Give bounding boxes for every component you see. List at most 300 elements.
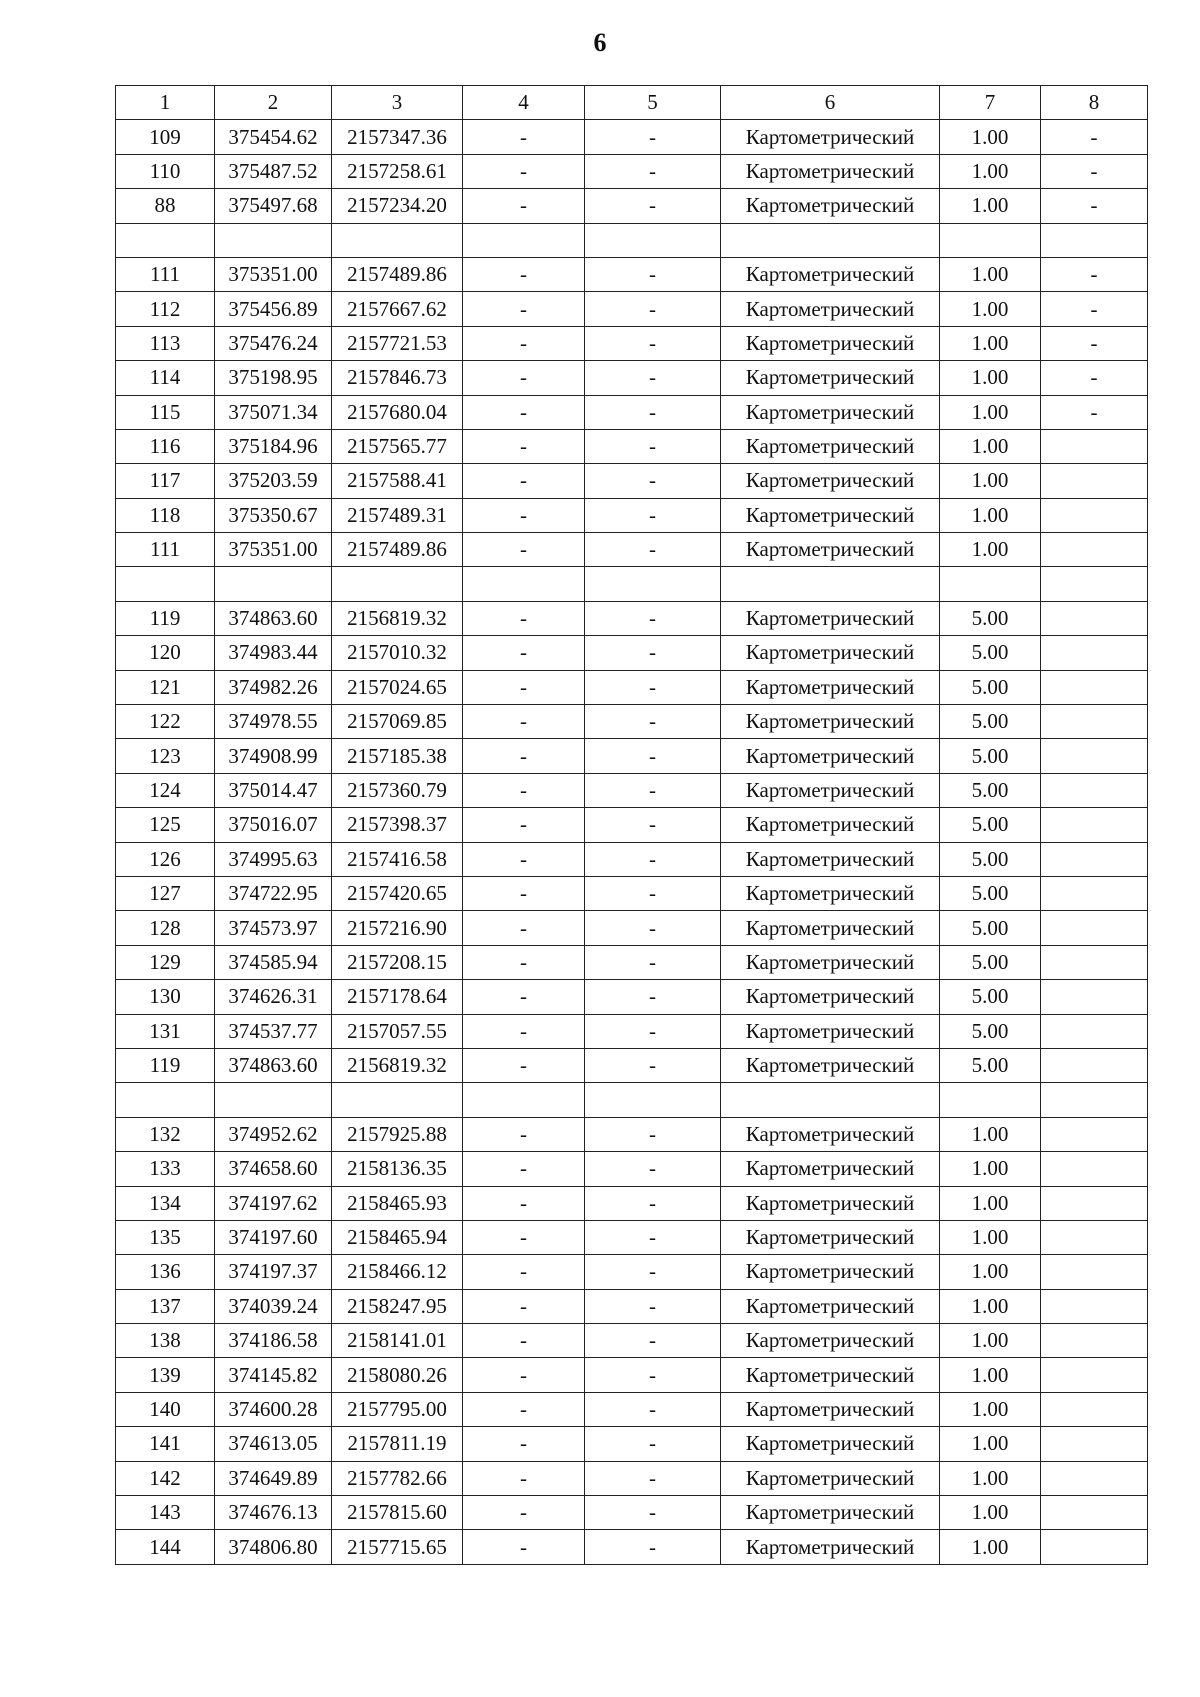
point-number-cell: 131 [116, 1014, 215, 1048]
table-row [116, 1392, 1148, 1426]
y-coordinate-cell: 2158466.12 [332, 1255, 463, 1289]
accuracy-cell: 5.00 [940, 601, 1041, 635]
method-cell: Картометрический [721, 498, 940, 532]
accuracy-cell: 5.00 [940, 1014, 1041, 1048]
col8-cell [1041, 1324, 1148, 1358]
col5-cell: - [585, 1117, 721, 1151]
col4-cell: - [463, 257, 585, 291]
table-row [116, 876, 1148, 910]
table-row [116, 980, 1148, 1014]
table-row [116, 361, 1148, 395]
col4-cell: - [463, 154, 585, 188]
col4-cell: - [463, 1461, 585, 1495]
col5-cell: - [585, 945, 721, 979]
col4-cell: - [463, 361, 585, 395]
col5-cell: - [585, 1152, 721, 1186]
y-coordinate-cell: 2158465.94 [332, 1220, 463, 1254]
column-header: 6 [721, 86, 940, 120]
table-row [116, 189, 1148, 223]
method-cell: Картометрический [721, 773, 940, 807]
x-coordinate-cell: 374613.05 [215, 1427, 332, 1461]
x-coordinate-cell: 375016.07 [215, 808, 332, 842]
method-cell: Картометрический [721, 1530, 940, 1564]
col8-cell: - [1041, 120, 1148, 154]
x-coordinate-cell: 374995.63 [215, 842, 332, 876]
method-cell [721, 567, 940, 601]
col8-cell [1041, 808, 1148, 842]
accuracy-cell: 1.00 [940, 1289, 1041, 1323]
method-cell: Картометрический [721, 361, 940, 395]
col8-cell [1041, 1255, 1148, 1289]
col8-cell [1041, 533, 1148, 567]
accuracy-cell: 1.00 [940, 120, 1041, 154]
col5-cell: - [585, 464, 721, 498]
col8-cell [1041, 1427, 1148, 1461]
col8-cell [1041, 1496, 1148, 1530]
accuracy-cell: 5.00 [940, 808, 1041, 842]
point-number-cell: 114 [116, 361, 215, 395]
col5-cell: - [585, 395, 721, 429]
point-number-cell: 142 [116, 1461, 215, 1495]
col8-cell [1041, 636, 1148, 670]
col4-cell: - [463, 705, 585, 739]
col5-cell: - [585, 842, 721, 876]
column-header: 5 [585, 86, 721, 120]
table-row [116, 1117, 1148, 1151]
accuracy-cell: 1.00 [940, 464, 1041, 498]
point-number-cell: 140 [116, 1392, 215, 1426]
col4-cell: - [463, 292, 585, 326]
col5-cell: - [585, 705, 721, 739]
col5-cell: - [585, 1289, 721, 1323]
col4-cell: - [463, 1152, 585, 1186]
x-coordinate-cell: 375014.47 [215, 773, 332, 807]
table-row [116, 498, 1148, 532]
point-number-cell: 88 [116, 189, 215, 223]
col5-cell: - [585, 120, 721, 154]
col5-cell: - [585, 429, 721, 463]
table-row [116, 773, 1148, 807]
col5-cell: - [585, 876, 721, 910]
col4-cell: - [463, 1117, 585, 1151]
y-coordinate-cell: 2156819.32 [332, 601, 463, 635]
method-cell: Картометрический [721, 395, 940, 429]
table-row [116, 739, 1148, 773]
accuracy-cell: 5.00 [940, 842, 1041, 876]
y-coordinate-cell: 2157360.79 [332, 773, 463, 807]
col8-cell: - [1041, 361, 1148, 395]
point-number-cell: 123 [116, 739, 215, 773]
accuracy-cell: 5.00 [940, 705, 1041, 739]
point-number-cell: 116 [116, 429, 215, 463]
table-row [116, 120, 1148, 154]
col8-cell [1041, 739, 1148, 773]
x-coordinate-cell: 374676.13 [215, 1496, 332, 1530]
y-coordinate-cell: 2157489.86 [332, 257, 463, 291]
accuracy-cell: 1.00 [940, 1461, 1041, 1495]
col4-cell: - [463, 498, 585, 532]
accuracy-cell: 1.00 [940, 429, 1041, 463]
table-row [116, 257, 1148, 291]
y-coordinate-cell: 2157347.36 [332, 120, 463, 154]
col4-cell: - [463, 1392, 585, 1426]
method-cell: Картометрический [721, 670, 940, 704]
table-header-row [116, 86, 1148, 120]
col8-cell [1041, 980, 1148, 1014]
col5-cell: - [585, 292, 721, 326]
col8-cell [1041, 773, 1148, 807]
col4-cell: - [463, 1220, 585, 1254]
y-coordinate-cell: 2157208.15 [332, 945, 463, 979]
col8-cell [1041, 842, 1148, 876]
col5-cell: - [585, 257, 721, 291]
y-coordinate-cell: 2157057.55 [332, 1014, 463, 1048]
method-cell: Картометрический [721, 1117, 940, 1151]
column-header: 8 [1041, 86, 1148, 120]
col5-cell: - [585, 1496, 721, 1530]
col8-cell: - [1041, 257, 1148, 291]
point-number-cell: 115 [116, 395, 215, 429]
x-coordinate-cell: 375351.00 [215, 257, 332, 291]
col4-cell: - [463, 120, 585, 154]
column-header: 3 [332, 86, 463, 120]
point-number-cell: 109 [116, 120, 215, 154]
x-coordinate-cell: 374197.37 [215, 1255, 332, 1289]
table-row [116, 326, 1148, 360]
y-coordinate-cell: 2158141.01 [332, 1324, 463, 1358]
col8-cell [1041, 1083, 1148, 1117]
x-coordinate-cell: 375454.62 [215, 120, 332, 154]
accuracy-cell: 1.00 [940, 326, 1041, 360]
y-coordinate-cell: 2157178.64 [332, 980, 463, 1014]
x-coordinate-cell: 374186.58 [215, 1324, 332, 1358]
x-coordinate-cell: 374197.62 [215, 1186, 332, 1220]
x-coordinate-cell: 374039.24 [215, 1289, 332, 1323]
method-cell: Картометрический [721, 842, 940, 876]
point-number-cell: 117 [116, 464, 215, 498]
page-number: 6 [593, 28, 607, 57]
method-cell: Картометрический [721, 945, 940, 979]
col5-cell: - [585, 1048, 721, 1082]
col5-cell: - [585, 808, 721, 842]
column-header: 4 [463, 86, 585, 120]
col4-cell: - [463, 911, 585, 945]
col5-cell: - [585, 911, 721, 945]
point-number-cell: 111 [116, 257, 215, 291]
col8-cell: - [1041, 189, 1148, 223]
method-cell: Картометрический [721, 1324, 940, 1358]
table-row [116, 1358, 1148, 1392]
y-coordinate-cell: 2157846.73 [332, 361, 463, 395]
y-coordinate-cell: 2157234.20 [332, 189, 463, 223]
col5-cell [585, 567, 721, 601]
point-number-cell: 137 [116, 1289, 215, 1323]
method-cell: Картометрический [721, 1152, 940, 1186]
x-coordinate-cell: 374658.60 [215, 1152, 332, 1186]
table-row [116, 1220, 1148, 1254]
y-coordinate-cell: 2156819.32 [332, 1048, 463, 1082]
col4-cell: - [463, 1048, 585, 1082]
x-coordinate-cell: 374649.89 [215, 1461, 332, 1495]
table-row [116, 670, 1148, 704]
accuracy-cell: 5.00 [940, 670, 1041, 704]
method-cell: Картометрический [721, 980, 940, 1014]
table-row [116, 1014, 1148, 1048]
col8-cell [1041, 601, 1148, 635]
point-number-cell: 119 [116, 1048, 215, 1082]
table-row [116, 601, 1148, 635]
method-cell: Картометрический [721, 533, 940, 567]
method-cell: Картометрический [721, 189, 940, 223]
point-number-cell: 128 [116, 911, 215, 945]
x-coordinate-cell: 375350.67 [215, 498, 332, 532]
accuracy-cell: 5.00 [940, 876, 1041, 910]
x-coordinate-cell: 374722.95 [215, 876, 332, 910]
table-row [116, 292, 1148, 326]
table-row [116, 1152, 1148, 1186]
x-coordinate-cell: 374537.77 [215, 1014, 332, 1048]
table-row [116, 223, 1148, 257]
method-cell: Картометрический [721, 1358, 940, 1392]
col4-cell: - [463, 808, 585, 842]
accuracy-cell: 1.00 [940, 361, 1041, 395]
x-coordinate-cell: 374952.62 [215, 1117, 332, 1151]
table-row [116, 808, 1148, 842]
y-coordinate-cell: 2157216.90 [332, 911, 463, 945]
col5-cell: - [585, 1392, 721, 1426]
y-coordinate-cell: 2157925.88 [332, 1117, 463, 1151]
y-coordinate-cell: 2157815.60 [332, 1496, 463, 1530]
accuracy-cell [940, 1083, 1041, 1117]
accuracy-cell: 5.00 [940, 911, 1041, 945]
table-body [116, 120, 1148, 1564]
col5-cell: - [585, 154, 721, 188]
accuracy-cell: 1.00 [940, 1358, 1041, 1392]
method-cell: Картометрический [721, 429, 940, 463]
accuracy-cell: 5.00 [940, 739, 1041, 773]
point-number-cell: 139 [116, 1358, 215, 1392]
x-coordinate-cell [215, 1083, 332, 1117]
col8-cell [1041, 498, 1148, 532]
col4-cell: - [463, 1358, 585, 1392]
accuracy-cell [940, 223, 1041, 257]
point-number-cell: 120 [116, 636, 215, 670]
col8-cell [1041, 1117, 1148, 1151]
col5-cell: - [585, 1255, 721, 1289]
method-cell: Картометрический [721, 636, 940, 670]
method-cell: Картометрический [721, 739, 940, 773]
col5-cell [585, 1083, 721, 1117]
method-cell [721, 223, 940, 257]
x-coordinate-cell: 374145.82 [215, 1358, 332, 1392]
point-number-cell: 136 [116, 1255, 215, 1289]
col5-cell: - [585, 773, 721, 807]
accuracy-cell: 1.00 [940, 1255, 1041, 1289]
col5-cell: - [585, 326, 721, 360]
col8-cell [1041, 429, 1148, 463]
point-number-cell: 118 [116, 498, 215, 532]
col5-cell: - [585, 1358, 721, 1392]
col4-cell: - [463, 429, 585, 463]
y-coordinate-cell: 2157588.41 [332, 464, 463, 498]
table-row [116, 1289, 1148, 1323]
table-row [116, 154, 1148, 188]
col8-cell [1041, 223, 1148, 257]
accuracy-cell: 1.00 [940, 498, 1041, 532]
table-row [116, 1530, 1148, 1564]
method-cell: Картометрический [721, 876, 940, 910]
x-coordinate-cell: 375351.00 [215, 533, 332, 567]
col5-cell: - [585, 1461, 721, 1495]
table-row [116, 945, 1148, 979]
accuracy-cell: 1.00 [940, 1324, 1041, 1358]
y-coordinate-cell [332, 567, 463, 601]
column-header: 7 [940, 86, 1041, 120]
table-row [116, 911, 1148, 945]
col4-cell: - [463, 1289, 585, 1323]
accuracy-cell: 1.00 [940, 395, 1041, 429]
col8-cell [1041, 1289, 1148, 1323]
col4-cell [463, 567, 585, 601]
col4-cell: - [463, 739, 585, 773]
y-coordinate-cell: 2157069.85 [332, 705, 463, 739]
x-coordinate-cell: 375497.68 [215, 189, 332, 223]
x-coordinate-cell: 374983.44 [215, 636, 332, 670]
col8-cell [1041, 876, 1148, 910]
point-number-cell [116, 223, 215, 257]
table-row [116, 464, 1148, 498]
table-row [116, 567, 1148, 601]
method-cell: Картометрический [721, 1014, 940, 1048]
col4-cell: - [463, 1186, 585, 1220]
col5-cell [585, 223, 721, 257]
x-coordinate-cell: 375203.59 [215, 464, 332, 498]
method-cell: Картометрический [721, 808, 940, 842]
col8-cell [1041, 1461, 1148, 1495]
col8-cell [1041, 1048, 1148, 1082]
col4-cell: - [463, 1014, 585, 1048]
accuracy-cell: 5.00 [940, 945, 1041, 979]
accuracy-cell: 1.00 [940, 257, 1041, 291]
y-coordinate-cell: 2157185.38 [332, 739, 463, 773]
method-cell: Картометрический [721, 120, 940, 154]
accuracy-cell: 5.00 [940, 1048, 1041, 1082]
col5-cell: - [585, 601, 721, 635]
point-number-cell: 133 [116, 1152, 215, 1186]
table-row [116, 533, 1148, 567]
x-coordinate-cell: 375487.52 [215, 154, 332, 188]
col4-cell: - [463, 945, 585, 979]
x-coordinate-cell: 374600.28 [215, 1392, 332, 1426]
point-number-cell: 124 [116, 773, 215, 807]
method-cell: Картометрический [721, 1461, 940, 1495]
table-row [116, 705, 1148, 739]
point-number-cell: 119 [116, 601, 215, 635]
y-coordinate-cell: 2157489.31 [332, 498, 463, 532]
accuracy-cell: 1.00 [940, 292, 1041, 326]
col4-cell [463, 223, 585, 257]
col4-cell: - [463, 1255, 585, 1289]
col4-cell: - [463, 876, 585, 910]
accuracy-cell: 1.00 [940, 1427, 1041, 1461]
method-cell: Картометрический [721, 464, 940, 498]
x-coordinate-cell: 374863.60 [215, 1048, 332, 1082]
accuracy-cell [940, 567, 1041, 601]
table-row [116, 1324, 1148, 1358]
x-coordinate-cell: 374982.26 [215, 670, 332, 704]
col8-cell: - [1041, 292, 1148, 326]
point-number-cell: 121 [116, 670, 215, 704]
y-coordinate-cell: 2158247.95 [332, 1289, 463, 1323]
col8-cell [1041, 705, 1148, 739]
accuracy-cell: 1.00 [940, 1496, 1041, 1530]
col8-cell [1041, 1186, 1148, 1220]
method-cell: Картометрический [721, 705, 940, 739]
accuracy-cell: 1.00 [940, 1186, 1041, 1220]
table-row [116, 429, 1148, 463]
col5-cell: - [585, 361, 721, 395]
col4-cell: - [463, 670, 585, 704]
col4-cell: - [463, 1427, 585, 1461]
x-coordinate-cell: 375456.89 [215, 292, 332, 326]
col4-cell: - [463, 980, 585, 1014]
y-coordinate-cell: 2157489.86 [332, 533, 463, 567]
method-cell: Картометрический [721, 1255, 940, 1289]
col5-cell: - [585, 1220, 721, 1254]
col8-cell: - [1041, 154, 1148, 188]
accuracy-cell: 5.00 [940, 773, 1041, 807]
point-number-cell: 113 [116, 326, 215, 360]
method-cell: Картометрический [721, 1496, 940, 1530]
col8-cell [1041, 464, 1148, 498]
method-cell: Картометрический [721, 1392, 940, 1426]
x-coordinate-cell: 374908.99 [215, 739, 332, 773]
method-cell: Картометрический [721, 326, 940, 360]
col8-cell [1041, 1014, 1148, 1048]
accuracy-cell: 1.00 [940, 189, 1041, 223]
point-number-cell: 138 [116, 1324, 215, 1358]
col4-cell: - [463, 326, 585, 360]
x-coordinate-cell: 374806.80 [215, 1530, 332, 1564]
method-cell: Картометрический [721, 1289, 940, 1323]
accuracy-cell: 1.00 [940, 1530, 1041, 1564]
column-header: 2 [215, 86, 332, 120]
col5-cell: - [585, 1014, 721, 1048]
y-coordinate-cell: 2157782.66 [332, 1461, 463, 1495]
col8-cell [1041, 1358, 1148, 1392]
col4-cell [463, 1083, 585, 1117]
table-row [116, 395, 1148, 429]
y-coordinate-cell: 2157010.32 [332, 636, 463, 670]
accuracy-cell: 1.00 [940, 1220, 1041, 1254]
point-number-cell: 132 [116, 1117, 215, 1151]
y-coordinate-cell: 2157024.65 [332, 670, 463, 704]
point-number-cell [116, 1083, 215, 1117]
x-coordinate-cell: 375476.24 [215, 326, 332, 360]
col5-cell: - [585, 533, 721, 567]
y-coordinate-cell [332, 1083, 463, 1117]
col5-cell: - [585, 498, 721, 532]
method-cell: Картометрический [721, 1186, 940, 1220]
col4-cell: - [463, 1496, 585, 1530]
method-cell: Картометрический [721, 257, 940, 291]
x-coordinate-cell: 375184.96 [215, 429, 332, 463]
col8-cell [1041, 1220, 1148, 1254]
x-coordinate-cell [215, 223, 332, 257]
table-row [116, 842, 1148, 876]
accuracy-cell: 1.00 [940, 1152, 1041, 1186]
x-coordinate-cell: 374197.60 [215, 1220, 332, 1254]
